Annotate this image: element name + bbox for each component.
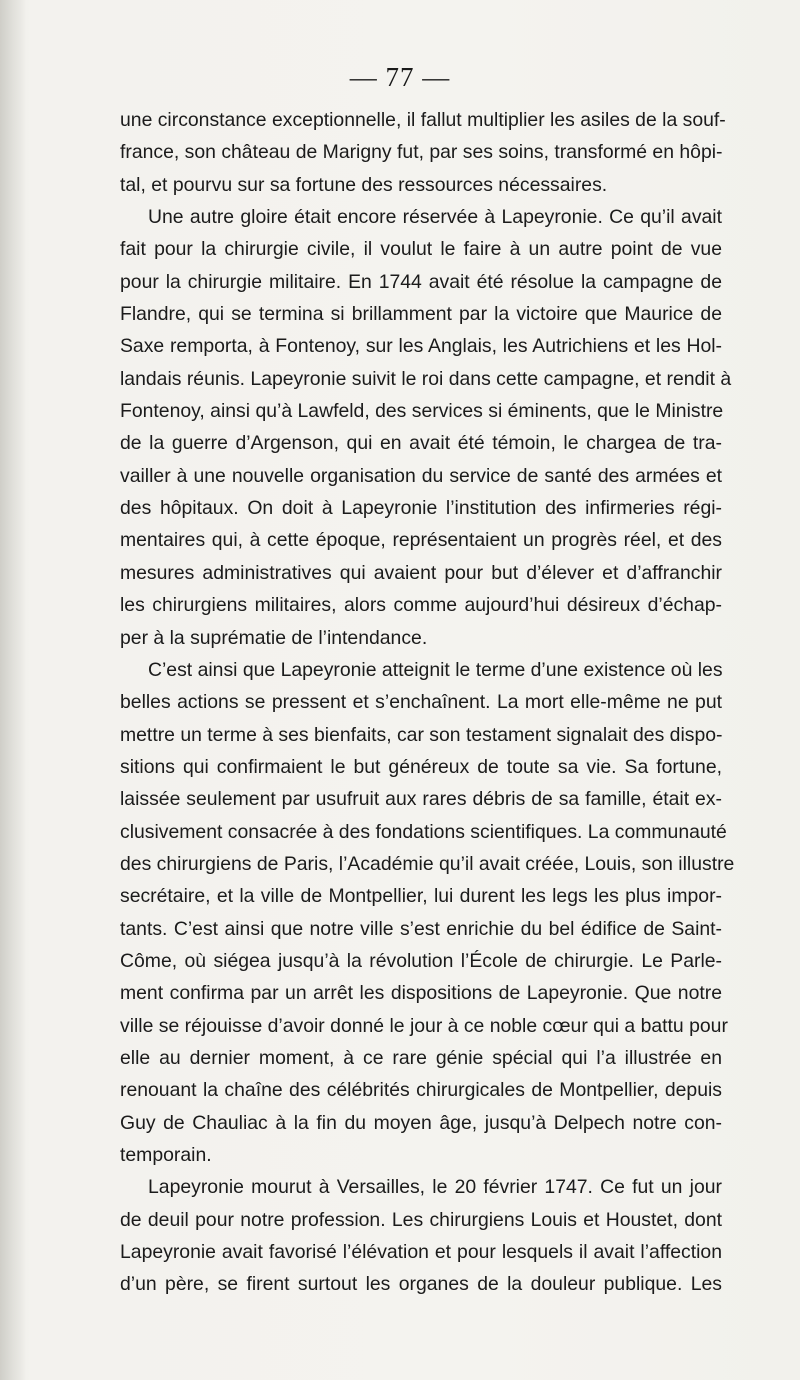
text-line: Côme, où siégea jusqu’à la révolution l’École de chirurgie. Le Parle- [120, 949, 722, 972]
text-line: mettre un terme à ses bienfaits, car son testament signalait des dispo- [120, 723, 723, 746]
text-line: temporain. [120, 1144, 212, 1166]
text-line: france, son château de Marigny fut, par ses soins, transformé en hôpi- [120, 141, 723, 164]
text-line: landais réunis. Lapeyronie suivit le roi dans cette campagne, et rendit à [120, 367, 732, 390]
text-line: Lapeyronie avait favorisé l’élévation et pour lesquels il avait l’affection [120, 1241, 722, 1264]
page-number: — 77 — [349, 62, 451, 92]
text-line: mentaires qui, à cette époque, représentaient un progrès réel, et des [120, 529, 722, 552]
text-line: une circonstance exceptionnelle, il fallut multiplier les asiles de la souf- [120, 109, 726, 131]
text-line: mesures administratives qui avaient pour but d’élever et d’affranchir [120, 561, 722, 584]
text-line: renouant la chaîne des célébrités chirurgicales de Montpellier, depuis [120, 1079, 722, 1102]
text-line: per à la suprématie de l’intendance. [120, 626, 428, 649]
text-line: des chirurgiens de Paris, l’Académie qu’il avait créée, Louis, son illustre [120, 852, 735, 875]
text-line: Flandre, qui se termina si brillamment par la victoire que Maurice de [120, 303, 722, 326]
text-line: Lapeyronie mourut à Versailles, le 20 février 1747. Ce fut un jour [148, 1176, 722, 1199]
text-line: des hôpitaux. On doit à Lapeyronie l’institution des infirmeries régi- [120, 497, 722, 520]
text-line: sitions qui confirmaient le but généreux de toute sa vie. Sa fortune, [120, 755, 722, 778]
text-line: pour la chirurgie militaire. En 1744 avait été résolue la campagne de [120, 270, 722, 293]
text-line: d’un père, se firent surtout les organes de la douleur publique. Les [120, 1273, 722, 1296]
binding-shadow [0, 0, 26, 1380]
text-line: tal, et pourvu sur sa fortune des ressources nécessaires. [120, 173, 608, 196]
text-line: ville se réjouisse d’avoir donné le jour à ce noble cœur qui a battu pour [120, 1014, 728, 1037]
text-line: secrétaire, et la ville de Montpellier, lui durent les legs les plus impor- [120, 885, 722, 908]
text-line: elle au dernier moment, à ce rare génie spécial qui l’a illustrée en [120, 1046, 722, 1069]
body-text [120, 104, 735, 1301]
text-line: de la guerre d’Argenson, qui en avait été témoin, le chargea de tra- [120, 432, 722, 455]
text-line: ment confirma par un arrêt les dispositions de Lapeyronie. Que notre [120, 982, 722, 1005]
text-line: fait pour la chirurgie civile, il voulut le faire à un autre point de vue [120, 238, 722, 261]
text-line: Guy de Chauliac à la fin du moyen âge, jusqu’à Delpech notre con- [120, 1111, 722, 1134]
text-line: laissée seulement par usufruit aux rares débris de sa famille, était ex- [120, 788, 722, 811]
text-line: clusivement consacrée à des fondations scientifiques. La communauté [120, 820, 727, 843]
text-line: Une autre gloire était encore réservée à Lapeyronie. Ce qu’il avait [148, 206, 722, 229]
text-line: tants. C’est ainsi que notre ville s’est enrichie du bel édifice de Saint- [120, 917, 722, 940]
text-line: belles actions se pressent et s’enchaînent. La mort elle-même ne put [120, 691, 722, 714]
text-line: de deuil pour notre profession. Les chirurgiens Louis et Houstet, dont [120, 1208, 722, 1231]
text-line: Fontenoy, ainsi qu’à Lawfeld, des services si éminents, que le Ministre [120, 400, 724, 423]
text-line: les chirurgiens militaires, alors comme aujourd’hui désireux d’échap- [120, 594, 722, 617]
text-line: C’est ainsi que Lapeyronie atteignit le terme d’une existence où les [148, 658, 723, 681]
text-line: Saxe remporta, à Fontenoy, sur les Anglais, les Autrichiens et les Hol- [120, 335, 722, 358]
text-line: vailler à une nouvelle organisation du service de santé des armées et [120, 464, 722, 487]
